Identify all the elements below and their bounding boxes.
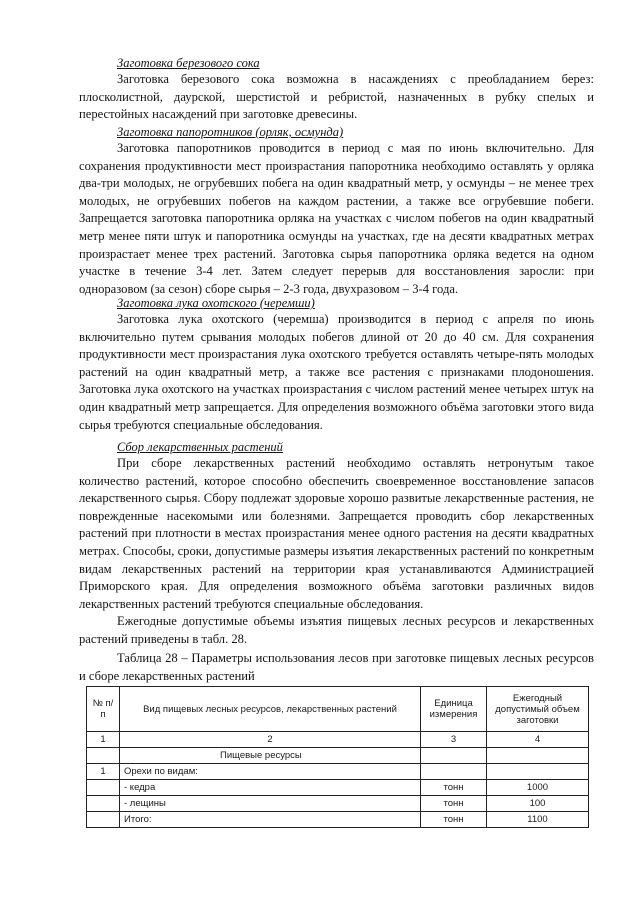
heading-wild-onion: Заготовка лука охотского (черемши) (117, 296, 315, 310)
cell-unit: тонн (421, 812, 487, 828)
cell-num (87, 796, 120, 812)
header-volume: Ежегодный допустимый объем заготовки (487, 687, 589, 732)
col-number: 3 (421, 732, 487, 748)
col-number: 2 (120, 732, 421, 748)
table-header-row (87, 687, 589, 732)
header-name: Вид пищевых лесных ресурсов, лекарственных растений (120, 687, 421, 732)
col-number: 1 (87, 732, 120, 748)
col-number: 4 (487, 732, 589, 748)
table-row (87, 812, 589, 828)
group-title: Пищевые ресурсы (120, 748, 421, 764)
cell-unit: тонн (421, 796, 487, 812)
cell-unit (421, 764, 487, 780)
cell-name: - кедра (120, 780, 421, 796)
cell-volume: 100 (487, 796, 589, 812)
column-numbers-row (87, 732, 589, 748)
cell-num: 1 (87, 764, 120, 780)
table-row (87, 780, 589, 796)
heading-medicinal-plants: Сбор лекарственных растений (117, 440, 283, 454)
paragraph-wild-onion: Заготовка лука охотского (черемша) производится в период с апреля по июнь включительно путем срывания молодых побегов длиной от 20 до 40 см. Для сохранения продуктивности мест произрастания лука охотского требуется оставлять четыре-пять молодых растений на один квадратный метр, а также все растения с признаками плодоношения. Заготовка лука охотского на участках произрастания с числом растений менее четырех штук на один квадратный метр запрещается. Для определения возможного объёма заготовки этого вида сырья требуются специальные обследования. (79, 312, 594, 432)
cell-name: Итого: (120, 812, 421, 828)
paragraph-table-reference: Ежегодные допустимые объемы изъятия пищевых лесных ресурсов и лекарственных растений приведены в табл. 28. (79, 614, 594, 646)
cell-num (87, 812, 120, 828)
header-num: № п/п (87, 687, 120, 732)
group-volume-cell (487, 748, 589, 764)
group-unit-cell (421, 748, 487, 764)
table-row (87, 764, 589, 780)
cell-volume (487, 764, 589, 780)
paragraph-ferns: Заготовка папоротников проводится в период с мая по июнь включительно. Для сохранения продуктивности мест произрастания папоротника необходимо оставлять у орляка два-три молодых, не огрубевших побега на один квадратный метр, у осмунды – не менее трех молодых, не огрубевших побегов на каждом растении, а также все огрубевшие побеги. Запрещается заготовка папоротника орляка на участках с числом побегов на один квадратный метр менее пяти штук и папоротника осмунды на участках, где на десяти квадратных метрах произрастает менее трех растений. Заготовка сырья папоротника орляка ведется на одном участке в течение 3-4 лет. Затем следует перерыв для восстановления заросли: при одноразовом (за сезон) сборе сырья – 2-3 года, двухразовом – 3-4 года. (79, 141, 594, 296)
paragraph-birch-sap: Заготовка березового сока возможна в насаждениях с преобладанием берез: плосколистной, даурской, шерстистой и ребристой, назначенных в рубку спелых и перестойных насаждений при заготовке древесины. (79, 72, 594, 122)
cell-volume: 1100 (487, 812, 589, 828)
heading-ferns: Заготовка папоротников (орляк, осмунда) (117, 125, 344, 139)
cell-unit: тонн (421, 780, 487, 796)
table-caption: Таблица 28 – Параметры использования лесов при заготовке пищевых лесных ресурсов и сборе лекарственных растений (79, 651, 594, 683)
cell-name: - лещины (120, 796, 421, 812)
group-num-cell (87, 748, 120, 764)
paragraph-medicinal-plants: При сборе лекарственных растений необходимо оставлять нетронутым такое количество растений, которое способно обеспечить своевременное восстановление запасов лекарственного сырья. Сбору подлежат здоровые хорошо развитые лекарственные растения, не поврежденные насекомыми или болезнями. Запрещается проводить сбор лекарственных растений при плотности в местах произрастания менее одного растения на десяти квадратных метрах. Способы, сроки, допустимые размеры изъятия лекарственных растений по конкретным видам лекарственных растений на территории края устанавливаются Администрацией Приморского края. Для определения возможного объёма заготовки различных видов лекарственных растений требуются специальные обследования. (79, 456, 594, 611)
heading-birch-sap: Заготовка березового сока (117, 56, 260, 70)
table-row (87, 796, 589, 812)
cell-num (87, 780, 120, 796)
cell-volume: 1000 (487, 780, 589, 796)
cell-name: Орехи по видам: (120, 764, 421, 780)
group-row (87, 748, 589, 764)
header-unit: Единица измерения (421, 687, 487, 732)
table-28 (86, 686, 589, 828)
